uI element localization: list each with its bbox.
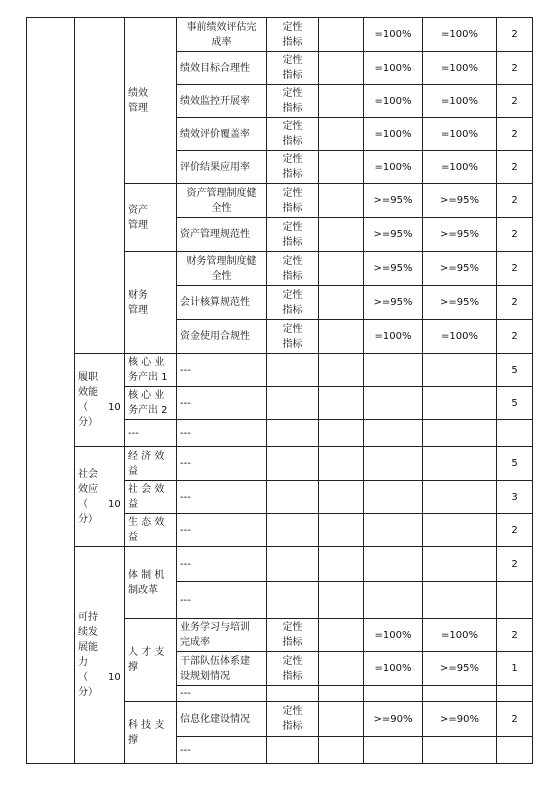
standard-value: =100% [423, 118, 497, 151]
sub-indicator: 核 心 业 务产出 2 [125, 387, 177, 420]
standard-value: >=95% [423, 252, 497, 286]
indicator-name: 信息化建设情况 [177, 702, 267, 737]
standard-value: =100% [423, 52, 497, 85]
sub-indicator: 经 济 效 益 [125, 447, 177, 481]
indicator-name: --- [177, 547, 267, 582]
indicator-name: 资金使用合规性 [177, 320, 267, 354]
group-finance-management: 财务 管理 [125, 252, 177, 354]
indicator-name: 干部队伍体系建 设规划情况 [177, 652, 267, 686]
target-value [364, 582, 423, 619]
indicator-value [319, 619, 364, 652]
standard-value [423, 582, 497, 619]
target-value [364, 514, 423, 547]
indicator-name: --- [177, 354, 267, 387]
indicator-nature [267, 686, 319, 702]
weight-score: 5 [497, 387, 533, 420]
standard-value: =100% [423, 619, 497, 652]
indicator-nature: 定性 指标 [267, 320, 319, 354]
table-row [27, 447, 533, 481]
target-value: =100% [364, 52, 423, 85]
standard-value [423, 387, 497, 420]
standard-value [423, 514, 497, 547]
indicator-value [319, 18, 364, 52]
target-value [364, 547, 423, 582]
indicator-nature: 定性 指标 [267, 252, 319, 286]
weight-score: 2 [497, 514, 533, 547]
target-value: =100% [364, 85, 423, 118]
standard-value: >=90% [423, 702, 497, 737]
weight-score [497, 737, 533, 764]
weight-score: 2 [497, 52, 533, 85]
indicator-value [319, 420, 364, 447]
indicator-value [319, 514, 364, 547]
indicator-value [319, 447, 364, 481]
standard-value: >=95% [423, 218, 497, 252]
weight-score: 2 [497, 252, 533, 286]
indicator-name: 绩效评价覆盖率 [177, 118, 267, 151]
target-value [364, 447, 423, 481]
standard-value: =100% [423, 320, 497, 354]
weight-score: 2 [497, 184, 533, 218]
target-value [364, 686, 423, 702]
target-value: >=95% [364, 218, 423, 252]
indicator-value [319, 354, 364, 387]
weight-score [497, 686, 533, 702]
target-value: =100% [364, 118, 423, 151]
standard-value [423, 737, 497, 764]
weight-score: 2 [497, 547, 533, 582]
indicator-value [319, 686, 364, 702]
indicator-value [319, 85, 364, 118]
weight-score: 5 [497, 354, 533, 387]
level2-cell [75, 18, 125, 354]
group-institutional-reform: 体 制 机 制改革 [125, 547, 177, 619]
standard-value: >=95% [423, 652, 497, 686]
target-value: >=95% [364, 286, 423, 320]
indicator-value [319, 286, 364, 320]
indicator-name: 资产管理规范性 [177, 218, 267, 252]
weight-score: 2 [497, 702, 533, 737]
standard-value: >=95% [423, 184, 497, 218]
indicator-nature: 定性 指标 [267, 218, 319, 252]
indicator-value [319, 547, 364, 582]
indicator-value [319, 481, 364, 514]
indicator-nature [267, 582, 319, 619]
indicator-name: --- [177, 582, 267, 619]
target-value: =100% [364, 320, 423, 354]
indicator-name: --- [177, 514, 267, 547]
indicator-nature [267, 354, 319, 387]
performance-indicator-table [26, 17, 533, 764]
indicator-nature [267, 514, 319, 547]
indicator-value [319, 582, 364, 619]
indicator-nature: 定性 指标 [267, 118, 319, 151]
indicator-nature: 定性 指标 [267, 652, 319, 686]
standard-value: =100% [423, 18, 497, 52]
weight-score: 1 [497, 652, 533, 686]
indicator-nature [267, 481, 319, 514]
target-value: >=95% [364, 252, 423, 286]
indicator-value [319, 320, 364, 354]
indicator-nature [267, 447, 319, 481]
table-row [27, 547, 533, 582]
indicator-name: 评价结果应用率 [177, 151, 267, 184]
indicator-name: 业务学习与培训 完成率 [177, 619, 267, 652]
indicator-value [319, 52, 364, 85]
target-value: =100% [364, 151, 423, 184]
indicator-value [319, 387, 364, 420]
standard-value [423, 547, 497, 582]
table-row [27, 354, 533, 387]
indicator-nature [267, 737, 319, 764]
weight-score: 2 [497, 218, 533, 252]
standard-value: =100% [423, 85, 497, 118]
indicator-nature [267, 420, 319, 447]
indicator-name: 绩效目标合理性 [177, 52, 267, 85]
indicator-value [319, 184, 364, 218]
target-value: =100% [364, 652, 423, 686]
weight-score [497, 582, 533, 619]
indicator-nature: 定性 指标 [267, 286, 319, 320]
indicator-value [319, 118, 364, 151]
weight-score: 2 [497, 619, 533, 652]
standard-value: =100% [423, 151, 497, 184]
indicator-nature: 定性 指标 [267, 184, 319, 218]
group-talent-support: 人 才 支 撑 [125, 619, 177, 702]
indicator-name: --- [177, 686, 267, 702]
table-row [27, 18, 533, 52]
standard-value: >=95% [423, 286, 497, 320]
standard-value [423, 447, 497, 481]
indicator-name: --- [177, 481, 267, 514]
standard-value [423, 481, 497, 514]
target-value [364, 737, 423, 764]
dimension-social-effect: 社会 效应 （ 10 分） [75, 447, 125, 547]
indicator-name: --- [177, 447, 267, 481]
indicator-name: 资产管理制度健 全性 [177, 184, 267, 218]
sub-indicator: --- [125, 420, 177, 447]
indicator-value [319, 151, 364, 184]
weight-score: 5 [497, 447, 533, 481]
indicator-nature [267, 547, 319, 582]
target-value [364, 354, 423, 387]
target-value: =100% [364, 18, 423, 52]
weight-score: 2 [497, 18, 533, 52]
standard-value [423, 686, 497, 702]
indicator-name: --- [177, 387, 267, 420]
weight-score: 2 [497, 151, 533, 184]
indicator-nature: 定性 指标 [267, 18, 319, 52]
group-performance-management: 绩效 管理 [125, 18, 177, 184]
sub-indicator: 核 心 业 务产出 1 [125, 354, 177, 387]
target-value [364, 387, 423, 420]
weight-score: 3 [497, 481, 533, 514]
target-value [364, 481, 423, 514]
indicator-nature: 定性 指标 [267, 85, 319, 118]
sub-indicator: 社 会 效 益 [125, 481, 177, 514]
weight-score: 2 [497, 320, 533, 354]
standard-value [423, 420, 497, 447]
indicator-name: 绩效监控开展率 [177, 85, 267, 118]
dimension-sustainable-development: 可持 续发 展能 力 （ 10 分） [75, 547, 125, 764]
group-asset-management: 资产 管理 [125, 184, 177, 252]
indicator-value [319, 252, 364, 286]
standard-value [423, 354, 497, 387]
dimension-duty-performance: 履职 效能 （ 10 分） [75, 354, 125, 447]
indicator-name: 会计核算规范性 [177, 286, 267, 320]
weight-score [497, 420, 533, 447]
target-value [364, 420, 423, 447]
indicator-value [319, 652, 364, 686]
indicator-nature: 定性 指标 [267, 151, 319, 184]
target-value: =100% [364, 619, 423, 652]
indicator-nature: 定性 指标 [267, 619, 319, 652]
indicator-value [319, 218, 364, 252]
indicator-value [319, 702, 364, 737]
weight-score: 2 [497, 286, 533, 320]
indicator-nature: 定性 指标 [267, 52, 319, 85]
sub-indicator: 生 态 效 益 [125, 514, 177, 547]
indicator-value [319, 737, 364, 764]
level1-cell [27, 18, 75, 764]
indicator-nature: 定性 指标 [267, 702, 319, 737]
group-technology-support: 科 技 支 撑 [125, 702, 177, 764]
indicator-nature [267, 387, 319, 420]
indicator-name: 事前绩效评估完 成率 [177, 18, 267, 52]
indicator-name: --- [177, 737, 267, 764]
indicator-name: 财务管理制度健 全性 [177, 252, 267, 286]
target-value: >=90% [364, 702, 423, 737]
indicator-name: --- [177, 420, 267, 447]
weight-score: 2 [497, 118, 533, 151]
target-value: >=95% [364, 184, 423, 218]
weight-score: 2 [497, 85, 533, 118]
